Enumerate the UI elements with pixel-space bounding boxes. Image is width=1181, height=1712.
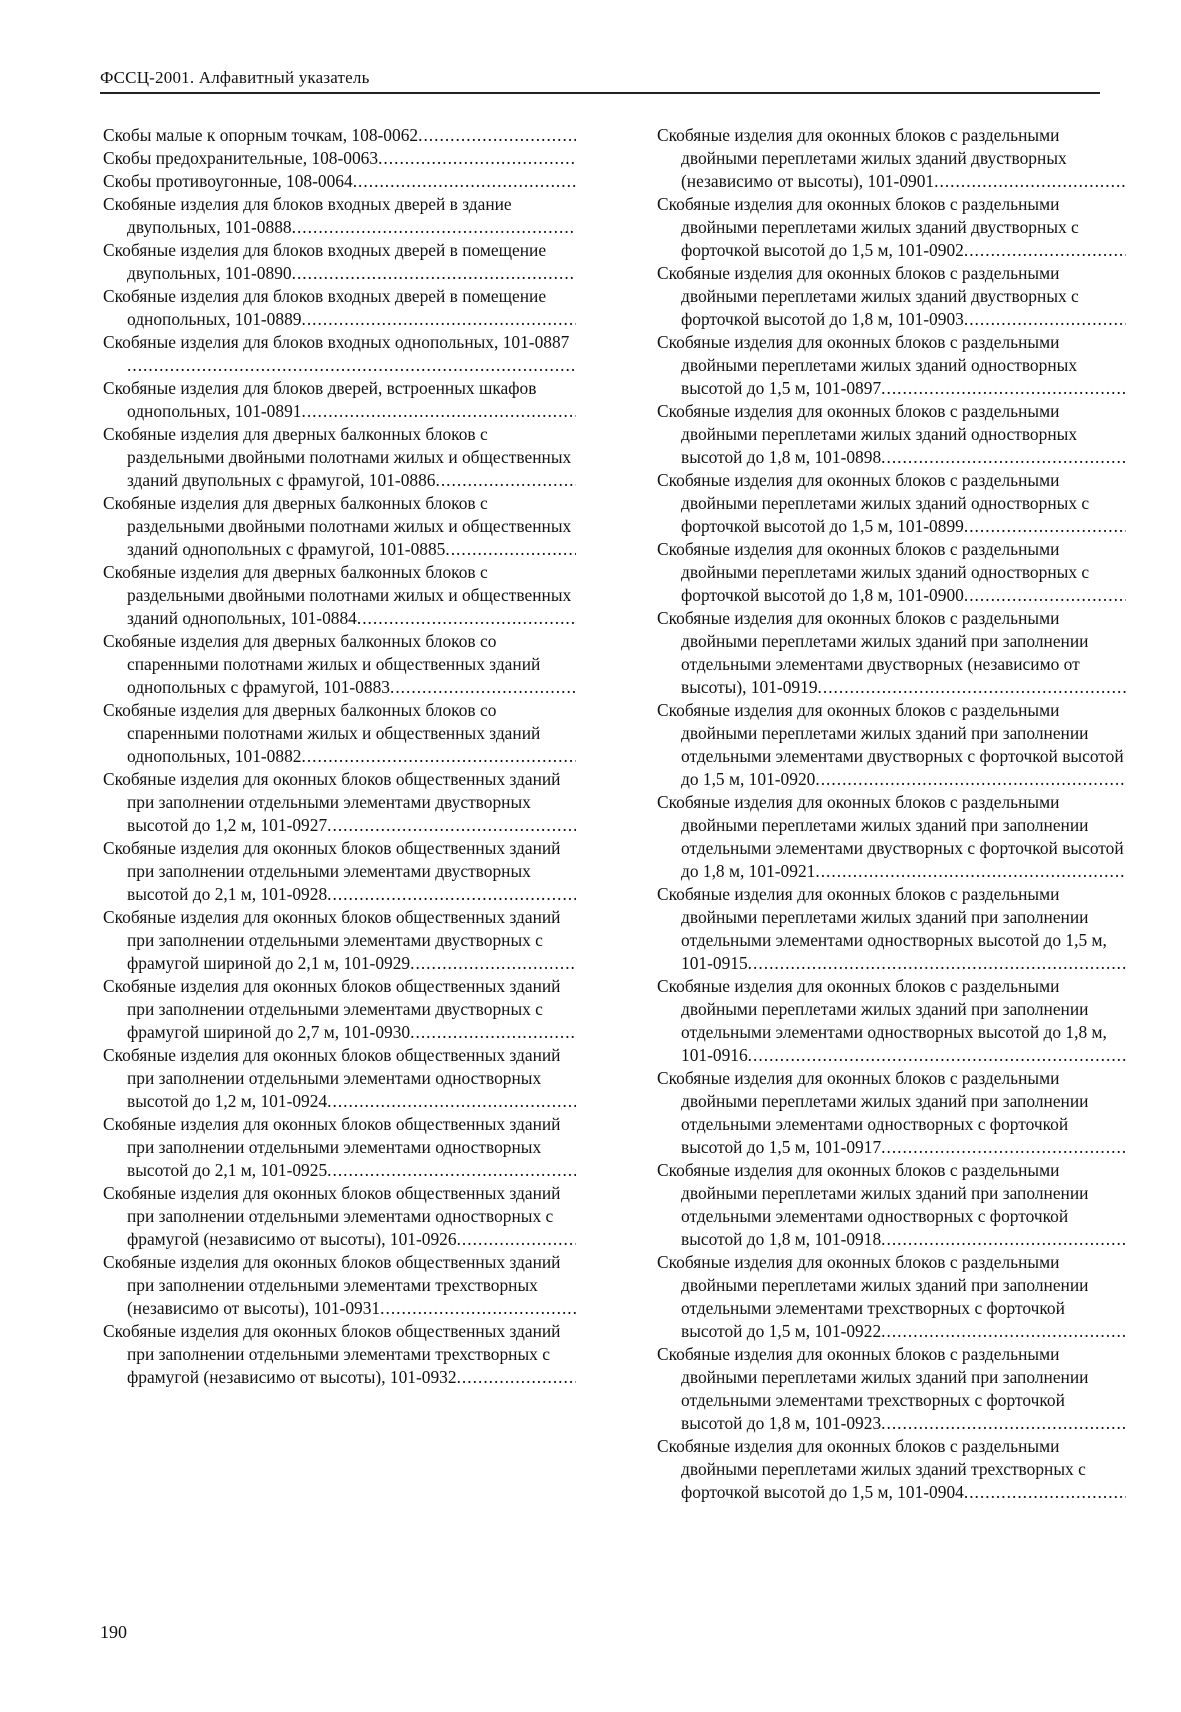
index-entry-text: Скобяные изделия для блоков входных однопольных, 101-0887 [103, 332, 570, 352]
index-entry-text: Скобяные изделия для оконных блоков общественных зданий при заполнении отдельными элементами двустворных с фрамугой шириной до 2,1 м, 101-0929 [103, 907, 561, 973]
leader-dots [301, 309, 576, 329]
leader-dots [292, 263, 576, 283]
leader-fill [301, 745, 576, 768]
leader-dots [410, 1022, 576, 1042]
leader-dots [881, 1321, 1126, 1341]
leader-dots [748, 1045, 1126, 1065]
leader-dots [881, 1137, 1126, 1157]
leader-fill [445, 538, 576, 561]
index-entry-text: Скобяные изделия для дверных балконных блоков с раздельными двойными полотнами жилых и общественных зданий однопольных, 101-0884 [103, 562, 572, 628]
index-entry-text: Скобы противоугонные, 108-0064 [103, 171, 353, 191]
leader-fill [964, 308, 1126, 331]
index-entry-text: Скобяные изделия для оконных блоков с раздельными двойными переплетами жилых зданий трехстворных с форточкой высотой до 1,5 м, 101-0904 [657, 1436, 1086, 1502]
index-entry [657, 1343, 1130, 1435]
leader-dots [418, 125, 576, 145]
leader-dots [390, 677, 576, 697]
index-entry [657, 699, 1130, 791]
index-entry [103, 285, 580, 331]
index-entry-text: Скобяные изделия для блоков входных дверей в помещение двупольных, 101-0890 [103, 240, 547, 283]
leader-fill [964, 1481, 1126, 1504]
leader-dots [815, 769, 1126, 789]
index-entry [657, 1435, 1130, 1504]
index-entry [103, 239, 580, 285]
index-entry [103, 193, 580, 239]
index-entry [103, 1251, 580, 1320]
leader-dots [445, 539, 576, 559]
index-entry-text: Скобяные изделия для оконных блоков с раздельными двойными переплетами жилых зданий при заполнении отдельными элементами одностворных высотой до 1,5 м, 101-0915 [657, 884, 1107, 973]
leader-fill [378, 147, 576, 170]
index-entry-text: Скобы малые к опорным точкам, 108-0062 [103, 125, 419, 145]
index-entry-text: Скобяные изделия для оконных блоков общественных зданий при заполнении отдельными элементами одностворных высотой до 1,2 м, 101-0924 [103, 1045, 561, 1111]
index-entry-text: Скобяные изделия для дверных балконных блоков с раздельными двойными полотнами жилых и общественных зданий однопольных с фрамугой, 101-0885 [103, 493, 572, 559]
leader-fill [964, 584, 1126, 607]
index-entry [103, 768, 580, 837]
leader-fill [410, 952, 576, 975]
leader-dots [127, 355, 576, 375]
index-entry [103, 1320, 580, 1389]
leader-fill [964, 239, 1126, 262]
index-entry [103, 492, 580, 561]
index-entry [103, 331, 580, 377]
index-entry-text: Скобяные изделия для оконных блоков общественных зданий при заполнении отдельными элементами двустворных высотой до 1,2 м, 101-0927 [103, 769, 561, 835]
leader-dots [327, 1160, 576, 1180]
index-entry-text: Скобяные изделия для оконных блоков общественных зданий при заполнении отдельными элементами трехстворных с фрамугой (независимо от высоты), 101-0932 [103, 1321, 561, 1387]
leader-dots [292, 217, 576, 237]
header-rule [100, 92, 1100, 94]
index-entry-text: Скобяные изделия для оконных блоков общественных зданий при заполнении отдельными элементами трехстворных (независимо от высоты), 101-0931 [103, 1252, 561, 1318]
leader-dots [815, 861, 1126, 881]
leader-fill [881, 1412, 1126, 1435]
leader-fill [327, 1159, 576, 1182]
index-entry-text: Скобяные изделия для оконных блоков с раздельными двойными переплетами жилых зданий при заполнении отдельными элементами одностворных с форточкой высотой до 1,5 м, 101-0917 [657, 1068, 1089, 1157]
index-entry [657, 400, 1130, 469]
index-entry [103, 124, 580, 147]
page-number: 190 [100, 1622, 127, 1642]
index-entry-text: Скобяные изделия для дверных балконных блоков со спаренными полотнами жилых и общественных зданий однопольных с фрамугой, 101-0883 [103, 631, 541, 697]
index-entry-text: Скобяные изделия для оконных блоков с раздельными двойными переплетами жилых зданий при заполнении отдельными элементами трехстворных с форточкой высотой до 1,5 м, 101-0922 [657, 1252, 1089, 1341]
index-entry [657, 883, 1130, 975]
index-entry-text: Скобяные изделия для оконных блоков с раздельными двойными переплетами жилых зданий одностворных с форточкой высотой до 1,5 м, 101-0899 [657, 470, 1090, 536]
index-entry [103, 906, 580, 975]
leader-dots [964, 585, 1126, 605]
index-entry-text: Скобяные изделия для оконных блоков с раздельными двойными переплетами жилых зданий при заполнении отдельными элементами одностворных с форточкой высотой до 1,8 м, 101-0918 [657, 1160, 1089, 1249]
leader-fill [127, 354, 576, 377]
leader-dots [934, 171, 1126, 191]
index-entry-text: Скобяные изделия для дверных балконных блоков с раздельными двойными полотнами жилых и общественных зданий двупольных с фрамугой, 101-0886 [103, 424, 572, 490]
index-entry [103, 1044, 580, 1113]
leader-fill [815, 860, 1126, 883]
index-entry-text: Скобяные изделия для блоков дверей, встроенных шкафов однопольных, 101-0891 [103, 378, 537, 421]
index-entry-text: Скобяные изделия для оконных блоков с раздельными двойными переплетами жилых зданий двустворных (независимо от высоты), 101-0901 [657, 125, 1067, 191]
index-column-right [657, 124, 1130, 1504]
leader-fill [435, 469, 576, 492]
leader-dots [301, 746, 576, 766]
leader-dots [457, 1229, 576, 1249]
index-entry-text: Скобяные изделия для блоков входных дверей в здание двупольных, 101-0888 [103, 194, 512, 237]
leader-dots [353, 171, 576, 191]
index-entry-text: Скобяные изделия для блоков входных дверей в помещение однопольных, 101-0889 [103, 286, 547, 329]
leader-fill [964, 515, 1126, 538]
index-entry-text: Скобяные изделия для оконных блоков с раздельными двойными переплетами жилых зданий при заполнении отдельными элементами одностворных высотой до 1,8 м, 101-0916 [657, 976, 1107, 1065]
leader-fill [934, 170, 1126, 193]
index-entry [657, 193, 1130, 262]
leader-dots [881, 447, 1126, 467]
index-entry [657, 124, 1130, 193]
index-entry [103, 699, 580, 768]
index-entry-text: Скобяные изделия для оконных блоков с раздельными двойными переплетами жилых зданий при заполнении отдельными элементами двустворных с форточкой высотой до 1,8 м, 101-0921 [657, 792, 1124, 881]
leader-dots [964, 1482, 1126, 1502]
leader-dots [881, 1229, 1126, 1249]
leader-dots [327, 1091, 576, 1111]
leader-fill [327, 1090, 576, 1113]
leader-dots [380, 1298, 576, 1318]
leader-fill [418, 124, 576, 147]
index-entry-text: Скобяные изделия для дверных балконных блоков со спаренными полотнами жилых и общественных зданий однопольных, 101-0882 [103, 700, 541, 766]
leader-fill [390, 676, 576, 699]
leader-dots [964, 516, 1126, 536]
index-entry [657, 1067, 1130, 1159]
index-entry-text: Скобяные изделия для оконных блоков общественных зданий при заполнении отдельными элементами одностворных с фрамугой (независимо от высоты), 101-0926 [103, 1183, 561, 1249]
leader-fill [748, 1044, 1126, 1067]
index-entry [103, 423, 580, 492]
leader-dots [327, 815, 576, 835]
running-header: ФССЦ-2001. Алфавитный указатель [100, 68, 370, 87]
index-entry [657, 262, 1130, 331]
index-entry-text: Скобяные изделия для оконных блоков с раздельными двойными переплетами жилых зданий двустворных с форточкой высотой до 1,8 м, 101-0903 [657, 263, 1079, 329]
index-entry [103, 1113, 580, 1182]
index-entry [657, 607, 1130, 699]
index-entry [103, 1182, 580, 1251]
leader-dots [435, 470, 576, 490]
index-entry [103, 170, 580, 193]
index-entry [103, 561, 580, 630]
index-entry [103, 630, 580, 699]
leader-dots [748, 953, 1126, 973]
leader-dots [818, 677, 1126, 697]
leader-dots [881, 378, 1126, 398]
leader-dots [357, 608, 576, 628]
leader-fill [818, 676, 1126, 699]
index-entry-text: Скобяные изделия для оконных блоков с раздельными двойными переплетами жилых зданий одностворных высотой до 1,8 м, 101-0898 [657, 401, 1078, 467]
leader-fill [881, 1320, 1126, 1343]
leader-fill [327, 814, 576, 837]
index-entry [103, 837, 580, 906]
index-entry-text: Скобяные изделия для оконных блоков с раздельными двойными переплетами жилых зданий при заполнении отдельными элементами трехстворных с форточкой высотой до 1,8 м, 101-0923 [657, 1344, 1089, 1433]
index-entry [657, 538, 1130, 607]
index-entry [657, 1159, 1130, 1251]
index-column-left [103, 124, 580, 1389]
leader-dots [327, 884, 576, 904]
index-entry-text: Скобяные изделия для оконных блоков с раздельными двойными переплетами жилых зданий при заполнении отдельными элементами двустворных (независимо от высоты), 101-0919 [657, 608, 1089, 697]
leader-fill [457, 1228, 576, 1251]
leader-fill [380, 1297, 576, 1320]
index-entry-text: Скобяные изделия для оконных блоков с раздельными двойными переплетами жилых зданий двустворных с форточкой высотой до 1,5 м, 101-0902 [657, 194, 1079, 260]
index-entry-text: Скобяные изделия для оконных блоков общественных зданий при заполнении отдельными элементами двустворных высотой до 2,1 м, 101-0928 [103, 838, 561, 904]
leader-fill [881, 446, 1126, 469]
leader-fill [881, 377, 1126, 400]
leader-fill [301, 308, 576, 331]
leader-fill [353, 170, 576, 193]
leader-dots [410, 953, 576, 973]
index-entry-text: Скобяные изделия для оконных блоков с раздельными двойными переплетами жилых зданий одностворных с форточкой высотой до 1,8 м, 101-0900 [657, 539, 1090, 605]
leader-fill [748, 952, 1126, 975]
index-entry-text: Скобяные изделия для оконных блоков с раздельными двойными переплетами жилых зданий при заполнении отдельными элементами двустворных с форточкой высотой до 1,5 м, 101-0920 [657, 700, 1124, 789]
leader-dots [457, 1367, 576, 1387]
index-entry [657, 1251, 1130, 1343]
index-entry [103, 975, 580, 1044]
index-entry-text: Скобы предохранительные, 108-0063 [103, 148, 379, 168]
leader-fill [327, 883, 576, 906]
leader-fill [357, 607, 576, 630]
leader-dots [964, 240, 1126, 260]
leader-fill [881, 1228, 1126, 1251]
index-entry [657, 975, 1130, 1067]
leader-fill [815, 768, 1126, 791]
index-entry-text: Скобяные изделия для оконных блоков общественных зданий при заполнении отдельными элементами двустворных с фрамугой шириной до 2,7 м, 101-0930 [103, 976, 561, 1042]
leader-dots [881, 1413, 1126, 1433]
leader-dots [301, 401, 576, 421]
index-entry [657, 469, 1130, 538]
index-entry-text: Скобяные изделия для оконных блоков с раздельными двойными переплетами жилых зданий одностворных высотой до 1,5 м, 101-0897 [657, 332, 1078, 398]
index-entry [103, 377, 580, 423]
index-entry [657, 791, 1130, 883]
leader-dots [964, 309, 1126, 329]
leader-fill [292, 216, 576, 239]
index-entry [103, 147, 580, 170]
leader-fill [301, 400, 576, 423]
leader-dots [378, 148, 576, 168]
index-entry [657, 331, 1130, 400]
leader-fill [881, 1136, 1126, 1159]
leader-fill [292, 262, 576, 285]
leader-fill [410, 1021, 576, 1044]
leader-fill [457, 1366, 576, 1389]
index-entry-text: Скобяные изделия для оконных блоков общественных зданий при заполнении отдельными элементами одностворных высотой до 2,1 м, 101-0925 [103, 1114, 561, 1180]
